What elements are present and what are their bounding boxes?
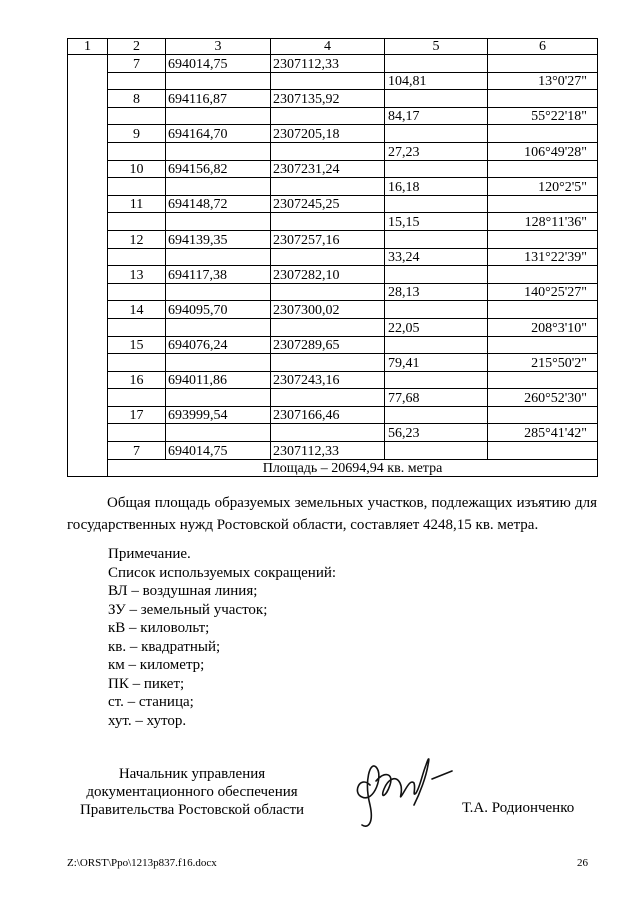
table-cell — [108, 142, 166, 160]
table-row — [68, 248, 598, 266]
table-row — [68, 283, 598, 301]
table-cell: 8 — [108, 90, 166, 108]
table-row — [68, 301, 598, 319]
table-cell — [488, 371, 598, 389]
abbreviation-item: ст. – станица; — [108, 694, 194, 710]
column-header: 5 — [385, 39, 488, 55]
table-row — [68, 90, 598, 108]
table-row — [68, 442, 598, 460]
table-cell: 693999,54 — [166, 406, 271, 424]
table-cell — [385, 406, 488, 424]
table-cell — [488, 301, 598, 319]
table-cell — [385, 125, 488, 143]
abbreviations-heading: Список используемых сокращений: — [108, 564, 337, 581]
table-cell — [488, 230, 598, 248]
table-cell: 79,41 — [385, 354, 488, 372]
table-row — [68, 266, 598, 284]
table-cell: 2307205,18 — [271, 125, 385, 143]
column-header: 3 — [166, 39, 271, 55]
table-cell: 2307282,10 — [271, 266, 385, 284]
table-cell: 17 — [108, 406, 166, 424]
table-cell: 77,68 — [385, 389, 488, 407]
table-cell — [488, 336, 598, 354]
table-cell: 128°11'36" — [488, 213, 598, 231]
table-cell — [108, 424, 166, 442]
table-cell: 16,18 — [385, 178, 488, 196]
column-header: 1 — [68, 39, 108, 55]
signatory-title — [67, 765, 317, 819]
table-cell — [488, 125, 598, 143]
table-row — [68, 72, 598, 90]
table-cell — [166, 318, 271, 336]
table-cell: 27,23 — [385, 142, 488, 160]
table-cell: 16 — [108, 371, 166, 389]
table-row — [68, 424, 598, 442]
table-row — [68, 336, 598, 354]
table-cell: 694014,75 — [166, 55, 271, 73]
table-cell: 694014,75 — [166, 442, 271, 460]
table-cell — [108, 248, 166, 266]
table-cell: 694156,82 — [166, 160, 271, 178]
table-cell: 694139,35 — [166, 230, 271, 248]
table-cell: 28,13 — [385, 283, 488, 301]
table-cell — [385, 442, 488, 460]
table-row — [68, 318, 598, 336]
total-area-cell: Площадь – 20694,94 кв. метра — [108, 459, 598, 477]
note-heading: Примечание. — [108, 546, 191, 562]
table-cell — [488, 442, 598, 460]
table-cell: 2307245,25 — [271, 195, 385, 213]
abbreviation-item: ВЛ – воздушная линия; — [108, 583, 258, 599]
table-cell — [385, 301, 488, 319]
abbreviation-item: кв. – квадратный; — [108, 638, 221, 655]
table-cell: 13°0'27" — [488, 72, 598, 90]
signatory-title-line: Начальник управления — [118, 766, 266, 782]
table-cell: 55°22'18" — [488, 107, 598, 125]
table-cell: 2307257,16 — [271, 230, 385, 248]
table-cell — [166, 178, 271, 196]
table-cell — [385, 160, 488, 178]
table-total-row — [68, 459, 598, 477]
table-cell — [108, 178, 166, 196]
table-row — [68, 406, 598, 424]
table-cell — [166, 424, 271, 442]
table-cell — [271, 283, 385, 301]
table-cell — [385, 90, 488, 108]
table-cell — [108, 213, 166, 231]
table-cell — [166, 213, 271, 231]
table-row — [68, 213, 598, 231]
table-cell — [271, 248, 385, 266]
table-cell: 2307243,16 — [271, 371, 385, 389]
table-cell: 2307135,92 — [271, 90, 385, 108]
table-cell — [108, 318, 166, 336]
table-row — [68, 178, 598, 196]
table-cell: 694095,70 — [166, 301, 271, 319]
table-cell — [385, 55, 488, 73]
table-cell — [108, 354, 166, 372]
signatory-title-line: документационного обеспечения — [86, 784, 298, 800]
table-header-row — [68, 39, 598, 55]
table-cell: 14 — [108, 301, 166, 319]
table-cell: 694117,38 — [166, 266, 271, 284]
table-cell — [271, 389, 385, 407]
abbreviation-item: ЗУ – земельный участок; — [108, 601, 268, 618]
table-cell: 694011,86 — [166, 371, 271, 389]
table-cell: 84,17 — [385, 107, 488, 125]
table-cell — [166, 107, 271, 125]
table-cell — [488, 195, 598, 213]
abbreviation-item: ПК – пикет; — [108, 675, 185, 692]
table-cell — [385, 336, 488, 354]
table-row — [68, 354, 598, 372]
table-cell — [488, 266, 598, 284]
table-cell: 694148,72 — [166, 195, 271, 213]
table-cell — [166, 72, 271, 90]
table-cell: 2307300,02 — [271, 301, 385, 319]
page-number: 26 — [577, 857, 588, 869]
table-row — [68, 160, 598, 178]
table-cell — [271, 424, 385, 442]
table-cell — [166, 248, 271, 266]
table-row — [68, 389, 598, 407]
table-cell — [488, 90, 598, 108]
table-cell: 2307231,24 — [271, 160, 385, 178]
table-cell: 140°25'27" — [488, 283, 598, 301]
abbreviation-item: км – километр; — [108, 657, 205, 673]
column-header: 6 — [488, 39, 598, 55]
table-cell: 260°52'30" — [488, 389, 598, 407]
coordinates-table — [67, 38, 598, 477]
table-cell: 2307112,33 — [271, 55, 385, 73]
table-cell: 9 — [108, 125, 166, 143]
table-cell: 694116,87 — [166, 90, 271, 108]
table-cell: 15 — [108, 336, 166, 354]
abbreviation-item: кВ – киловольт; — [108, 620, 210, 636]
table-cell: 120°2'5" — [488, 178, 598, 196]
table-cell — [166, 389, 271, 407]
table-cell: 285°41'42" — [488, 424, 598, 442]
table-cell: 11 — [108, 195, 166, 213]
table-row — [68, 107, 598, 125]
column-header: 4 — [271, 39, 385, 55]
table-cell: 33,24 — [385, 248, 488, 266]
table-cell — [488, 55, 598, 73]
table-cell: 104,81 — [385, 72, 488, 90]
table-cell — [271, 213, 385, 231]
table-cell: 2307112,33 — [271, 442, 385, 460]
table-cell — [271, 142, 385, 160]
table-cell — [166, 354, 271, 372]
abbreviation-item: хут. – хутор. — [108, 712, 187, 729]
table-cell — [108, 389, 166, 407]
table-cell: 208°3'10" — [488, 318, 598, 336]
table-cell — [68, 55, 108, 477]
table-cell: 56,23 — [385, 424, 488, 442]
table-cell — [166, 283, 271, 301]
table-cell — [271, 72, 385, 90]
signatory-title-line: Правительства Ростовской области — [79, 802, 305, 818]
handwritten-signature — [340, 745, 460, 835]
table-cell — [488, 406, 598, 424]
table-cell: 22,05 — [385, 318, 488, 336]
table-cell — [271, 107, 385, 125]
table-cell: 12 — [108, 230, 166, 248]
table-row — [68, 55, 598, 73]
table-cell — [488, 160, 598, 178]
table-cell: 106°49'28" — [488, 142, 598, 160]
table-cell: 10 — [108, 160, 166, 178]
table-cell: 2307289,65 — [271, 336, 385, 354]
table-cell — [385, 195, 488, 213]
table-cell — [385, 230, 488, 248]
table-cell — [166, 142, 271, 160]
table-cell — [385, 371, 488, 389]
table-cell: 15,15 — [385, 213, 488, 231]
table-cell: 2307166,46 — [271, 406, 385, 424]
table-cell: 7 — [108, 442, 166, 460]
total-area-paragraph: Общая площадь образуемых земельных участков, подлежащих изъятию для государственных нужд Ростовской области, составляет 4248,15 кв. метра. — [67, 495, 597, 533]
table-cell — [385, 266, 488, 284]
table-cell: 7 — [108, 55, 166, 73]
abbreviations-note — [108, 545, 336, 730]
table-cell: 694164,70 — [166, 125, 271, 143]
table-cell: 131°22'39" — [488, 248, 598, 266]
table-cell: 694076,24 — [166, 336, 271, 354]
table-cell — [271, 178, 385, 196]
table-cell — [271, 354, 385, 372]
table-row — [68, 230, 598, 248]
table-row — [68, 142, 598, 160]
table-cell — [108, 283, 166, 301]
footer-file-path: Z:\ORST\Ppo\1213p837.f16.docx — [67, 857, 217, 869]
signatory-name: Т.А. Родионченко — [462, 800, 575, 816]
table-cell — [271, 318, 385, 336]
table-row — [68, 371, 598, 389]
table-cell — [108, 107, 166, 125]
table-row — [68, 125, 598, 143]
table-cell: 13 — [108, 266, 166, 284]
table-cell — [108, 72, 166, 90]
table-row — [68, 195, 598, 213]
table-cell: 215°50'2" — [488, 354, 598, 372]
column-header: 2 — [108, 39, 166, 55]
